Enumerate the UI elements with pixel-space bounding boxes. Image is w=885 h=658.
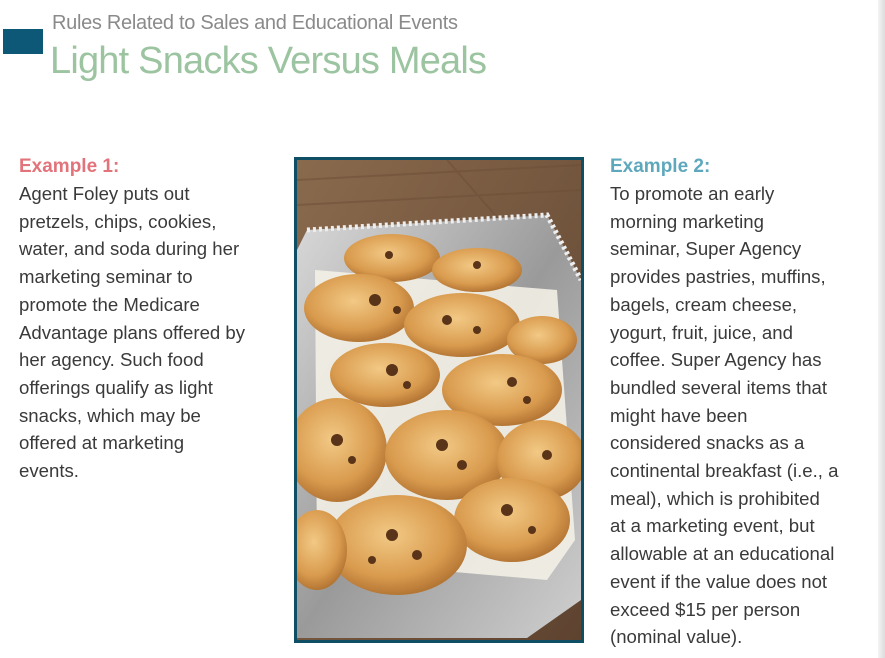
example-2-line: might have been <box>610 404 748 426</box>
cookies-photo <box>294 157 584 643</box>
example-2-column <box>610 154 872 651</box>
example-2-line: bagels, cream cheese, <box>610 293 798 315</box>
example-2-line: bundled several items that <box>610 376 828 398</box>
example-1-line: Advantage plans offered by <box>19 321 246 343</box>
example-2-line: considered snacks as a <box>610 432 805 454</box>
example-2-line: coffee. Super Agency has <box>610 349 822 371</box>
example-2-line: event if the value does not <box>610 570 828 592</box>
slide-title: Light Snacks Versus Meals <box>50 40 487 82</box>
cookies-on-tray-icon <box>297 160 581 640</box>
example-1-line: events. <box>19 460 79 482</box>
example-2-line: continental breakfast (i.e., a <box>610 460 839 482</box>
example-1-column <box>19 154 281 485</box>
example-1-line: snacks, which may be <box>19 404 201 426</box>
example-1-line: Agent Foley puts out <box>19 183 190 204</box>
example-2-line: morning marketing <box>610 210 764 232</box>
example-2-line: exceed $15 per person <box>610 598 801 620</box>
example-2-line: meal), which is prohibited <box>610 487 820 509</box>
accent-block <box>3 29 43 54</box>
window-edge <box>878 0 885 658</box>
example-2-line: provides pastries, muffins, <box>610 266 826 288</box>
example-1-line: offerings qualify as light <box>19 376 213 398</box>
example-1-heading: Example 1: <box>19 156 120 177</box>
example-2-line: (nominal value). <box>610 626 743 648</box>
example-2-line: To promote an early <box>610 183 775 204</box>
example-1-line: her agency. Such food <box>19 349 204 371</box>
example-1-line: water, and soda during her <box>19 238 240 260</box>
example-2-line: at a marketing event, but <box>610 515 815 537</box>
example-2-heading: Example 2: <box>610 156 711 177</box>
example-2-line: yogurt, fruit, juice, and <box>610 321 793 343</box>
example-1-line: promote the Medicare <box>19 293 200 315</box>
slide-subtitle: Rules Related to Sales and Educational Events <box>52 12 458 34</box>
example-1-line: marketing seminar to <box>19 266 193 288</box>
example-1-line: offered at marketing <box>19 432 185 454</box>
example-1-line: pretzels, chips, cookies, <box>19 210 217 232</box>
example-2-line: seminar, Super Agency <box>610 238 802 260</box>
example-1-body <box>19 180 281 485</box>
example-2-body <box>610 180 872 651</box>
example-2-line: allowable at an educational <box>610 543 835 565</box>
